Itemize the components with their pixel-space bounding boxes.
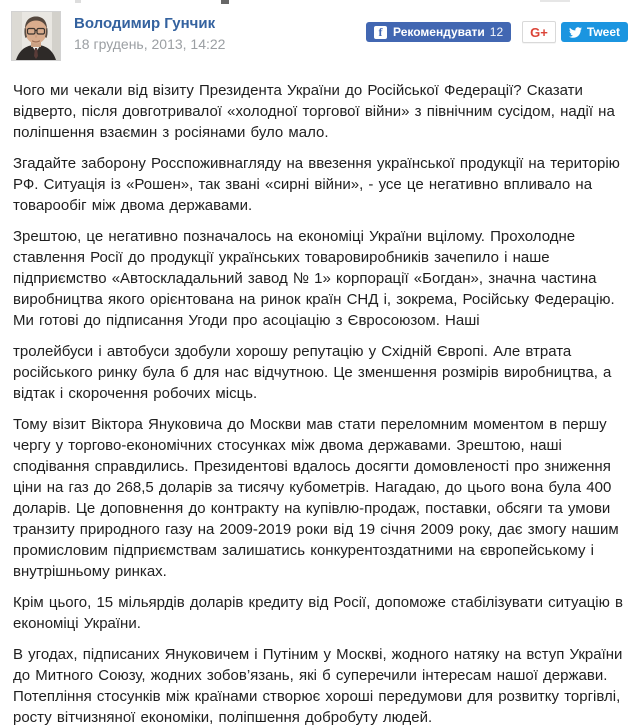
google-plus-icon: G+ [530, 24, 548, 40]
author-link[interactable]: Володимир Гунчик [74, 15, 216, 32]
facebook-share-count: 12 [489, 25, 504, 39]
paragraph: Зрештою, це негативно позначалось на економіці України вцілому. Прохолодне ставлення Росії до продукції українських товаровиробників зачепило і наше підприємство «Автоскладальний завод № 1» корпорації «Богдан», значна частина виробництва якого орієнтована на ринок країн СНД і, зокрема, Російську Федерацію. Ми готові до підписання Угоди про асоціацію з Євросоюзом. Наші [13, 228, 615, 329]
paragraph: Чого ми чекали від візиту Президента України до Російської Федерації? Сказати відверто, після довготривалої «холодної торгової війни» з північним сусідом, надії на поліпшення взаємин з росіянами було мало. [13, 82, 615, 141]
paragraph: Крім цього, 15 мільярдів доларів кредиту від Росії, допоможе стабілізувати ситуацію в економіці України. [13, 594, 624, 632]
share-buttons [366, 21, 628, 43]
post-meta [74, 14, 225, 54]
avatar[interactable] [12, 12, 60, 60]
facebook-recommend-label: Рекомендувати [393, 25, 485, 39]
post-timestamp: 18 грудень, 2013, 14:22 [74, 36, 226, 52]
facebook-icon: f [374, 26, 387, 39]
paragraph: В угодах, підписаних Януковичем і Путіним у Москві, жодного натяку на вступ України до Митного Союзу, жодних зобов’язань, які б суперечили інтересам нашої держави. Потепління стосунків між країнами створює хороші передумови для розвитку торгівлі, росту вітчизняної економіки, поліпшення добробуту людей. [13, 646, 623, 726]
post-header [0, 0, 640, 72]
avatar-photo [12, 12, 60, 60]
article-body [0, 72, 640, 728]
facebook-recommend-button[interactable] [366, 22, 511, 42]
google-plus-share-button[interactable] [522, 21, 556, 43]
paragraph: тролейбуси і автобуси здобули хорошу репутацію у Східній Європі. Але втрата російського ринку була б для нас відчутною. Це зменшення розмірів виробництва, а відтак і скорочення робочих місць. [13, 343, 612, 402]
tweet-label: Tweet [586, 25, 620, 39]
twitter-bird-icon [569, 26, 582, 39]
paragraph: Тому візит Віктора Януковича до Москви мав стати переломним моментом в першу чергу у торгово-економічних стосунках між двома державами. Зрештою, наші сподівання справдились. Президентові вдалось досягти домовленості про зниження ціни на газ до 268,5 доларів за тисячу кубометрів. Нагадаю, до цього вона була 400 доларів. Це доповнення до контракту на купівлю-продаж, поставки, обсяги та умови транзиту природного газу на 2009-2019 роки від 19 січня 2009 року, дає змогу нашим промисловим підприємствам залишатись конкурентоздатними на європейському і внутрішньому ринках. [13, 416, 619, 580]
paragraph: Згадайте заборону Росспоживнагляду на ввезення української продукції на територію РФ. Ситуація із «Рошен», так звані «сирні війни», - усе це негативно впливало на товарообіг між двома державами. [13, 155, 620, 214]
tweet-button[interactable] [561, 22, 628, 42]
